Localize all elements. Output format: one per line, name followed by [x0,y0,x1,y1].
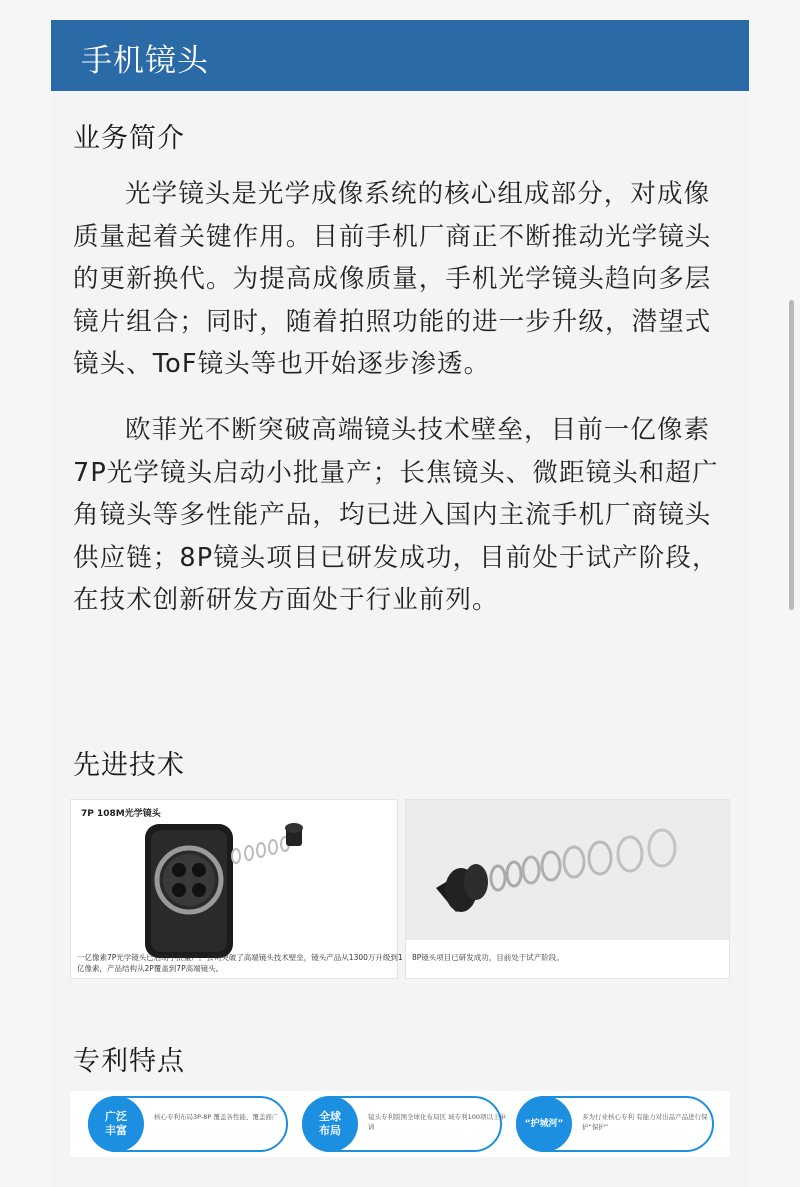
patent-feature-text: 镜头专利版图全球化布局区 域专利100项以上申请 [368,1113,506,1131]
section-heading-tech: 先进技术 [73,750,185,781]
section-heading-patent: 专利特点 [73,1046,185,1077]
content-area [51,91,749,1187]
lens-8p-illustration [406,800,729,940]
scrollbar[interactable] [789,300,794,610]
lens-7p-illustration [71,818,397,958]
patent-feature-global [302,1096,506,1152]
patent-feature-text: 多为行业核心专利 有能力对出品产品进行保 护“保护” [582,1113,708,1131]
intro-paragraph-2: 欧菲光不断突破高端镜头技术壁垒，目前一亿像素7P光学镜头启动小批量产；长焦镜头、微距镜头和超广角镜头等多性能产品，均已进入国内主流手机厂商镜头供应链；8P镜头项目已研发成功，目前处于试产阶段，在技术创新研发方面处于行业前列。 [73,415,719,615]
tech-panel-caption: 一亿像素7P光学镜头已启动小批量产。公司突破了高端镜头技术壁垒，镜头产品从1300万升级到1亿像素，产品结构从2P覆盖到7P高端镜头。 [77,953,403,973]
patent-badge: 全球 布局 [302,1096,358,1152]
tech-panel-8p [405,799,730,979]
patent-badge: 广泛 丰富 [88,1096,144,1152]
page-title-bar [51,20,749,92]
patent-feature-moat [516,1096,714,1152]
patent-strip [70,1091,730,1157]
tech-panel-caption: 8P镜头项目已研发成功，目前处于试产阶段。 [412,953,564,962]
tech-panel-7p [70,799,403,979]
intro-paragraph-1: 光学镜头是光学成像系统的核心组成部分，对成像质量起着关键作用。目前手机厂商正不断推动光学镜头的更新换代。为提高成像质量，手机光学镜头趋向多层镜片组合；同时，随着拍照功能的进一步升级，潜望式镜头、ToF镜头等也开始逐步渗透。 [73,179,712,379]
page-title: 手机镜头 [81,43,209,79]
patent-feature-broad [88,1096,288,1152]
patent-badge: “护城河” [516,1096,572,1152]
patent-feature-text: 核心专利布局3P-8P 覆盖各性能、覆盖面广 [154,1113,279,1121]
tech-panel-title: 7P 108M光学镜头 [81,809,161,819]
section-heading-intro: 业务简介 [73,123,185,154]
